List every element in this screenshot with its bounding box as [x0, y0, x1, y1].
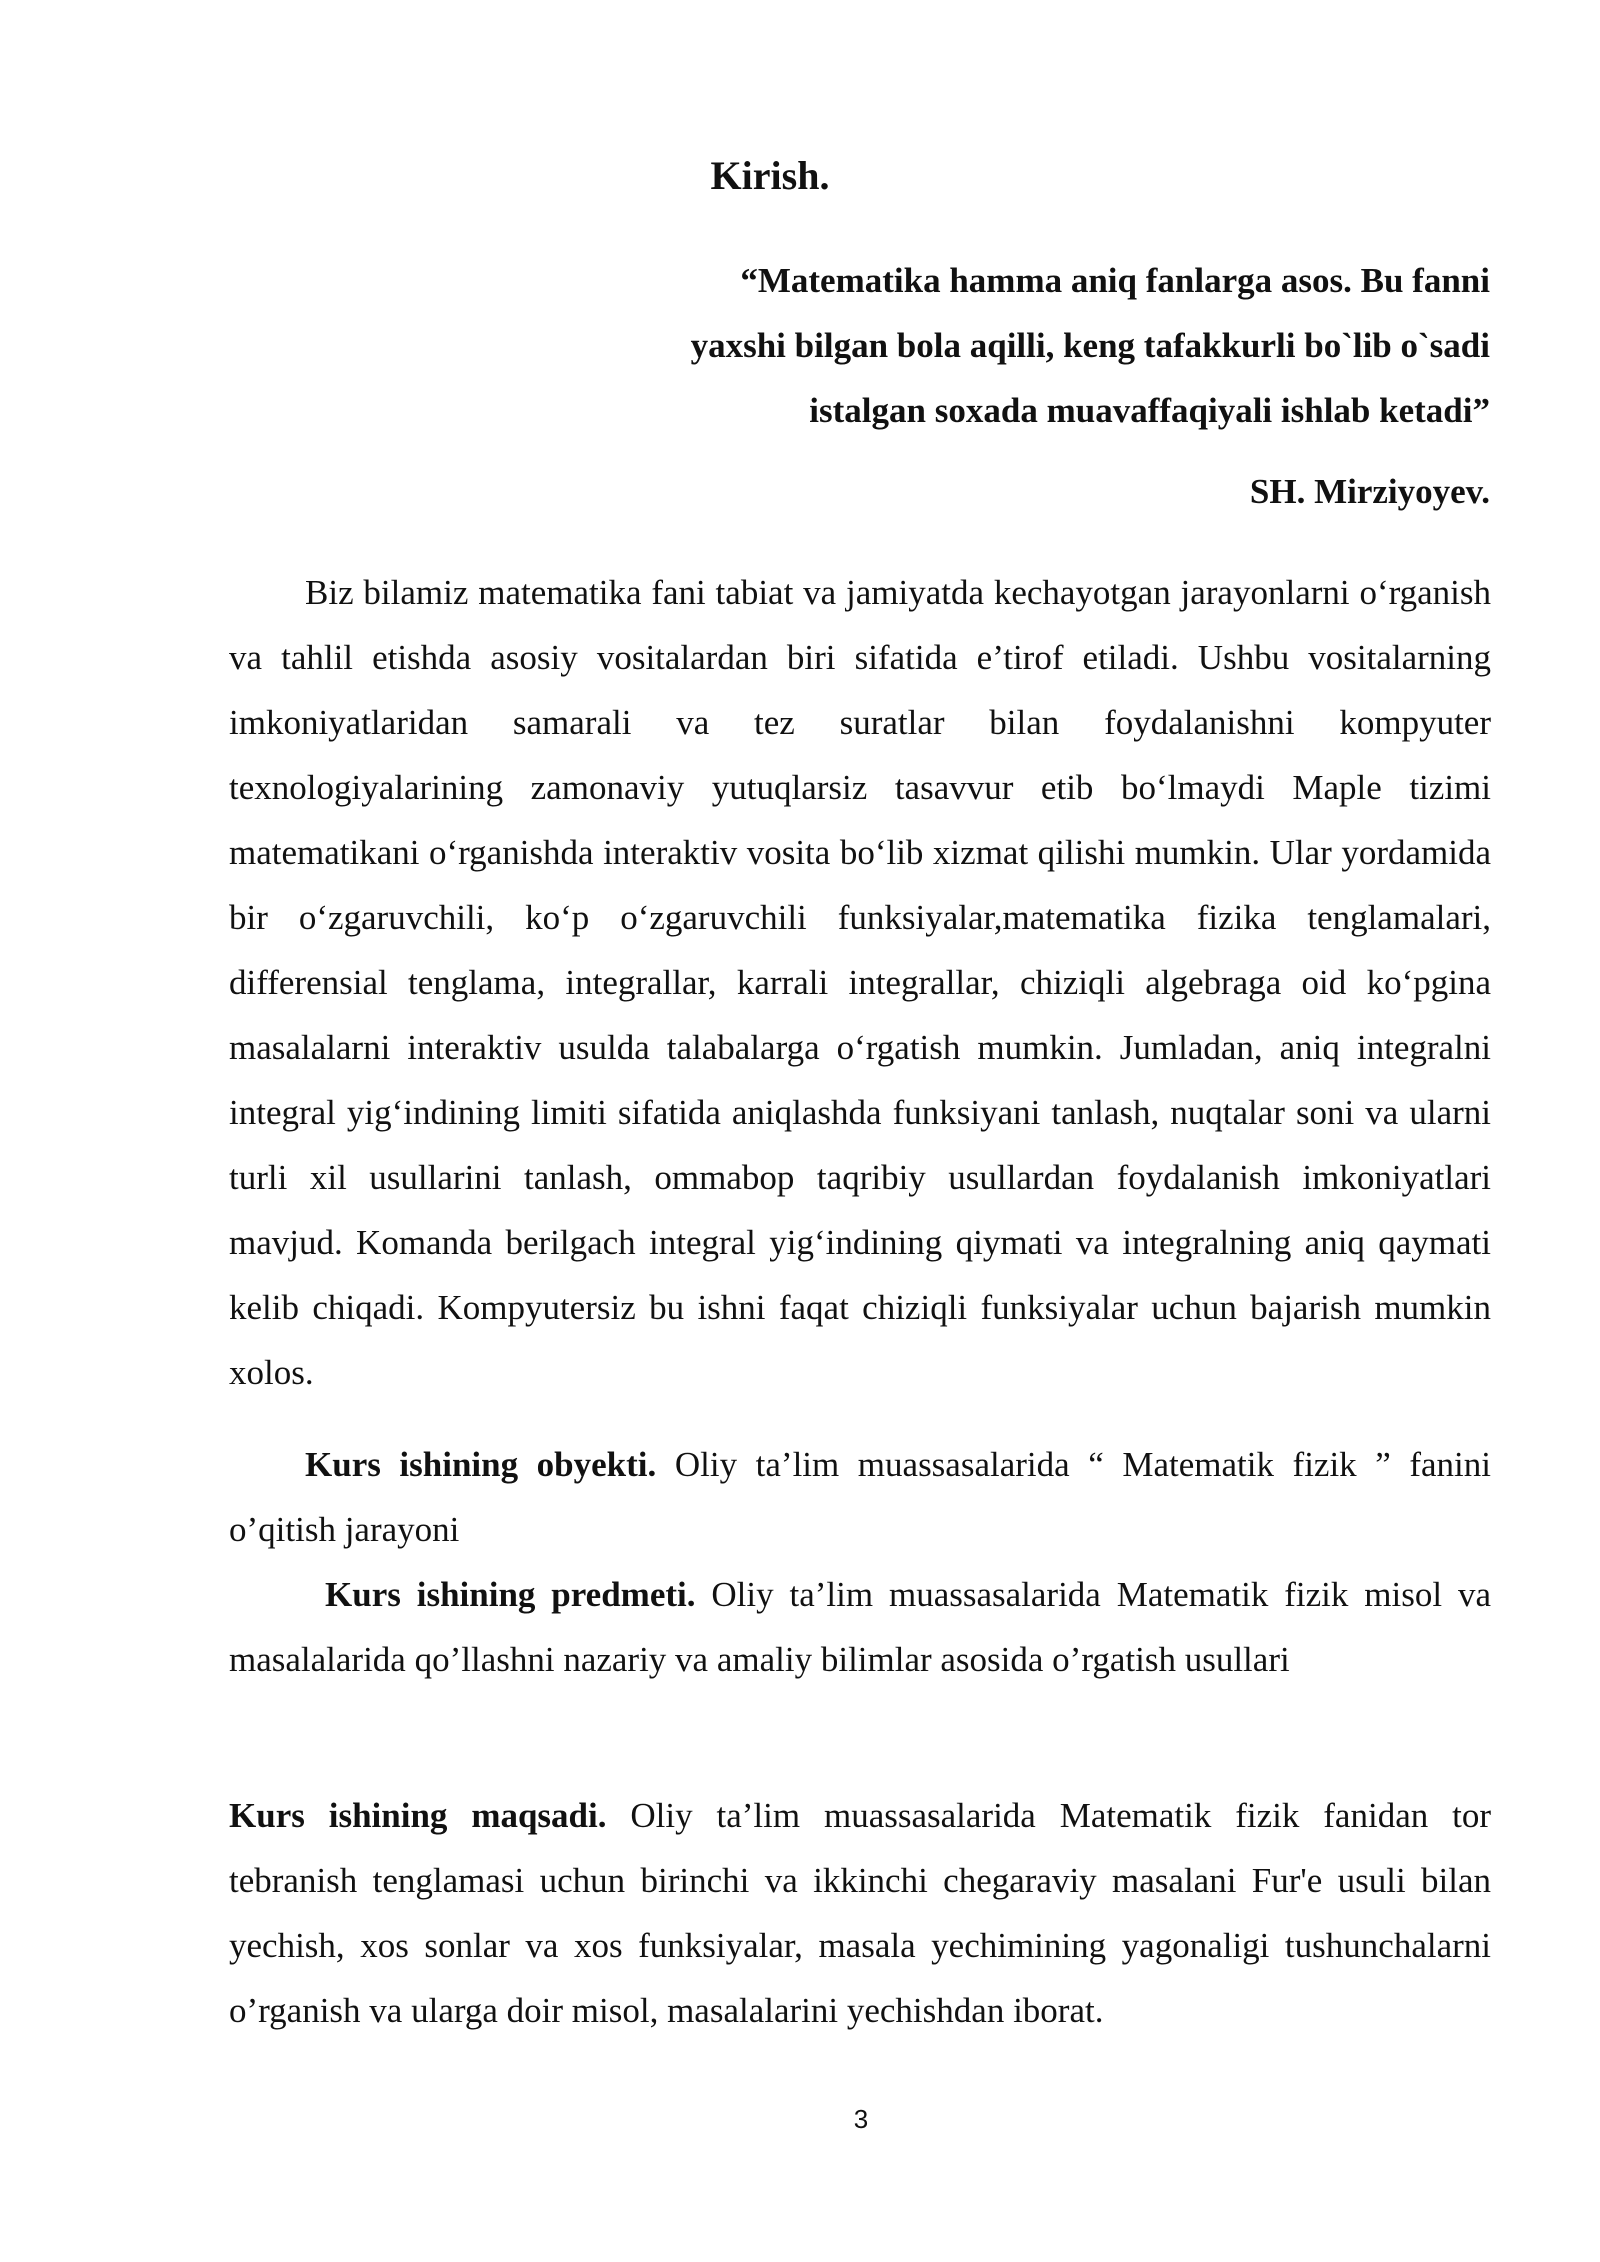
course-object-text: Oliy ta’lim muassasalarida “ Matematik fizik ” fanini o’qitish jarayoni [229, 1445, 1491, 1549]
course-goal-paragraph [229, 1783, 1491, 2043]
course-goal-text: Oliy ta’lim muassasalarida Matematik fizik fanidan tor tebranish tenglamasi uchun birinchi va ikkinchi chegaraviy masalani Fur'e usuli bilan yechish, xos sonlar va xos funksiyalar, masala yechimining yagonaligi tushunchalarni o’rganish va ularga doir misol, masalalarini yechishdan iborat. [229, 1796, 1491, 2030]
course-object-paragraph [229, 1432, 1491, 1562]
epigraph [490, 248, 1490, 443]
page-number: 3 [853, 2104, 869, 2134]
intro-paragraph: Biz bilamiz matematika fani tabiat va jamiyatda kechayotgan jarayonlarni o‘rganish va tahlil etishda asosiy vositalardan biri sifatida e’tirof etiladi. Ushbu vositalarning imkoniyatlaridan samarali va tez suratlar bilan foydalanishni kompyuter texnologiyalarining zamonaviy yutuqlarsiz tasavvur etib bo‘lmaydi Maple tizimi matematikani o‘rganishda interaktiv vosita bo‘lib xizmat qilishi mumkin. Ular yordamida bir o‘zgaruvchili, ko‘p o‘zgaruvchili funksiyalar,matematika fizika tenglamalari, differensial tenglama, integrallar, karrali integrallar, chiziqli algebraga oid ko‘pgina masalalarni interaktiv usulda talabalarga o‘rgatish mumkin. Jumladan, aniq integralni integral yig‘indining limiti sifatida aniqlashda funksiyani tanlash, nuqtalar soni va ularni turli xil usullarini tanlash, ommabop taqribiy usullardan foydalanish imkoniyatlari mavjud. Komanda berilgach integral yig‘indining qiymati va integralning aniq qaymati kelib chiqadi. Kompyutersiz bu ishni faqat chiziqli funksiyalar uchun bajarish mumkin xolos. [229, 573, 1491, 1392]
epigraph-line: yaxshi bilgan bola aqilli, keng tafakkurli bo`lib o`sadi [690, 326, 1490, 365]
course-subject-text: Oliy ta’lim muassasalarida Matematik fizik misol va masalalarida qo’llashni nazariy va amaliy bilimlar asosida o’rgatish usullari [229, 1575, 1491, 1679]
epigraph-author: SH. Mirziyoyev. [1249, 472, 1490, 511]
course-subject-label: Kurs ishining predmeti. [325, 1575, 696, 1614]
epigraph-line: “Matematika hamma aniq fanlarga asos. Bu fanni [740, 261, 1490, 300]
course-subject-paragraph [229, 1562, 1491, 1692]
page-heading: Kirish. [710, 153, 830, 198]
course-goal-label: Kurs ishining maqsadi. [229, 1796, 607, 1835]
epigraph-line: istalgan soxada muavaffaqiyali ishlab ketadi” [809, 391, 1490, 430]
course-object-label: Kurs ishining obyekti. [305, 1445, 657, 1484]
